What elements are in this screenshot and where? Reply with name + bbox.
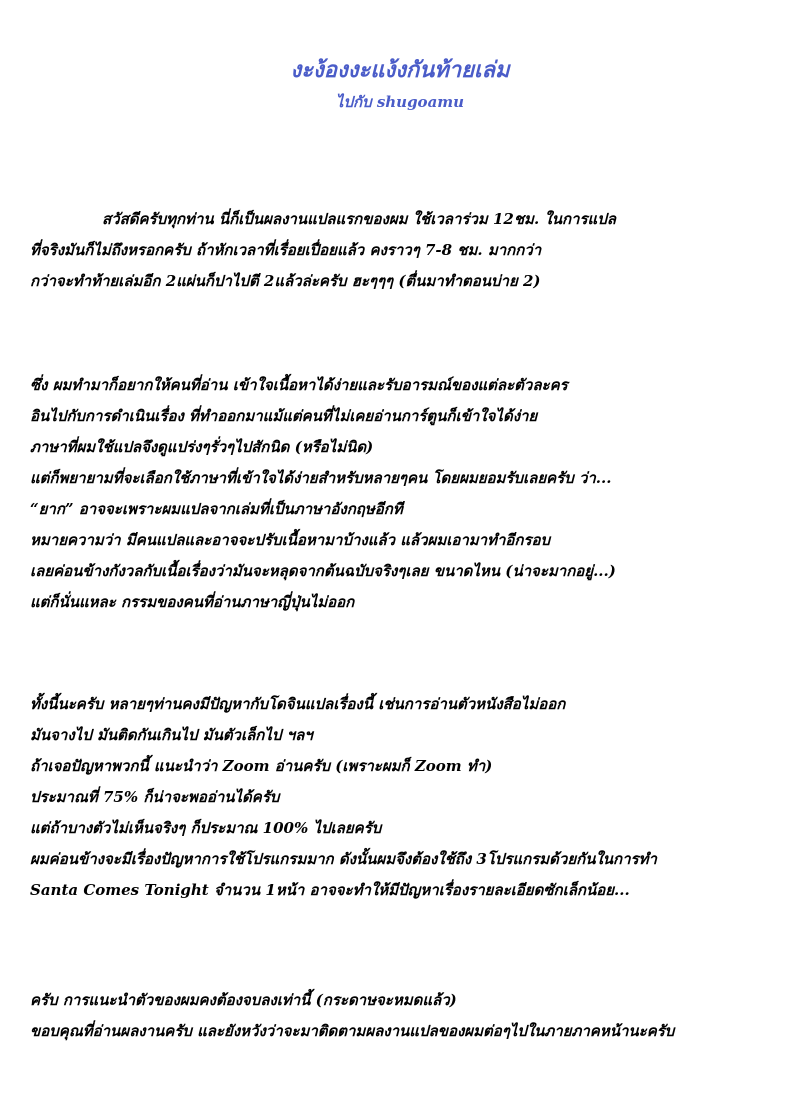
text-line: หมายความว่า มีคนแปลและอาจจะปรับเนื้อหามาบ้างแล้ว แล้วผมเอามาทำอีกรอบ — [30, 531, 551, 549]
text-line: แต่ก็นั่นแหละ กรรมของคนที่อ่านภาษาญี่ปุ่นไม่ออก — [30, 593, 355, 611]
text-line: แต่ก็พยายามที่จะเลือกใช้ภาษาที่เข้าใจได้ง่ายสำหรับหลายๆคน โดยผมยอมรับเลยครับ ว่า... — [30, 469, 612, 487]
text-line: ประมาณที่ 75% ก็น่าจะพออ่านได้ครับ — [30, 788, 280, 806]
text-line: ครับ การแนะนำตัวของผมคงต้องจบลงเท่านี้ (กระดาษจะหมดแล้ว) — [30, 991, 457, 1009]
text-line: มันจางไป มันติดกันเกินไป มันตัวเล็กไป ฯลฯ — [30, 726, 313, 744]
text-line: ซึ่ง ผมทำมาก็อยากให้คนที่อ่าน เข้าใจเนื้อหาได้ง่ายและรับอารมณ์ของแต่ละตัวละคร — [30, 376, 568, 394]
text-line: แต่ถ้าบางตัวไม่เห็นจริงๆ ก็ประมาณ 100% ไปเลยครับ — [30, 819, 382, 837]
text-line: กว่าจะทำท้ายเล่มอีก 2แผ่นก็ปาไปตี 2แล้วล่ะครับ ฮะๆๆๆ (ตื่นมาทำตอนบ่าย 2) — [30, 272, 541, 290]
page-title: งะง้องงะแง้งกันท้ายเล่ม — [290, 57, 510, 83]
text-line: สวัสดีครับทุกท่าน นี่ก็เป็นผลงานแปลแรกของผม ใช้เวลาร่วม 12ชม. ในการแปล — [102, 210, 616, 228]
text-line: ผมค่อนข้างจะมีเรื่องปัญหาการใช้โปรแกรมมาก ดังนั้นผมจึงต้องใช้ถึง 3โปรแกรมด้วยกันในการทำ — [30, 850, 657, 868]
text-line: Santa Comes Tonight จำนวน 1หน้า อาจจะทำให้มีปัญหาเรื่องรายละเอียดซักเล็กน้อย... — [30, 881, 630, 899]
text-line: ทั้งนี้นะครับ หลายๆท่านคงมีปัญหากับโดจินแปลเรื่องนี้ เช่นการอ่านตัวหนังสือไม่ออก — [30, 695, 566, 713]
text-line: เลยค่อนข้างกังวลกับเนื้อเรื่องว่ามันจะหลุดจากต้นฉบับจริงๆเลย ขนาดไหน (น่าจะมากอยู่...) — [30, 562, 616, 580]
text-line: ขอบคุณที่อ่านผลงานครับ และยังหวังว่าจะมาติดตามผลงานแปลของผมต่อๆไปในภายภาคหน้านะครับ — [30, 1022, 675, 1040]
text-line: ที่จริงมันก็ไม่ถึงหรอกครับ ถ้าหักเวลาที่เรื่อยเปื่อยแล้ว คงราวๆ 7-8 ชม. มากกว่า — [30, 241, 542, 259]
page-subtitle: ไปกับ shugoamu — [335, 93, 465, 111]
text-line: ถ้าเจอปัญหาพวกนี้ แนะนำว่า Zoom อ่านครับ (เพราะผมก็ Zoom ทำ) — [30, 757, 493, 775]
paragraph-greeting — [30, 204, 790, 297]
text-line: อินไปกับการดำเนินเรื่อง ที่ทำออกมาแม้แต่คนที่ไม่เคยอ่านการ์ตูนก็เข้าใจได้ง่าย — [30, 407, 538, 425]
paragraph-reading-tips — [30, 689, 790, 906]
text-line: “ยาก” อาจจะเพราะผมแปลจากเล่มที่เป็นภาษาอังกฤษอีกที — [30, 500, 403, 518]
paragraph-translation-notes — [30, 370, 790, 618]
paragraph-closing — [30, 985, 790, 1047]
text-line: ภาษาที่ผมใช้แปลจึงดูแปร่งๆรั่วๆไปสักนิด (หรือไม่นิด) — [30, 438, 374, 456]
